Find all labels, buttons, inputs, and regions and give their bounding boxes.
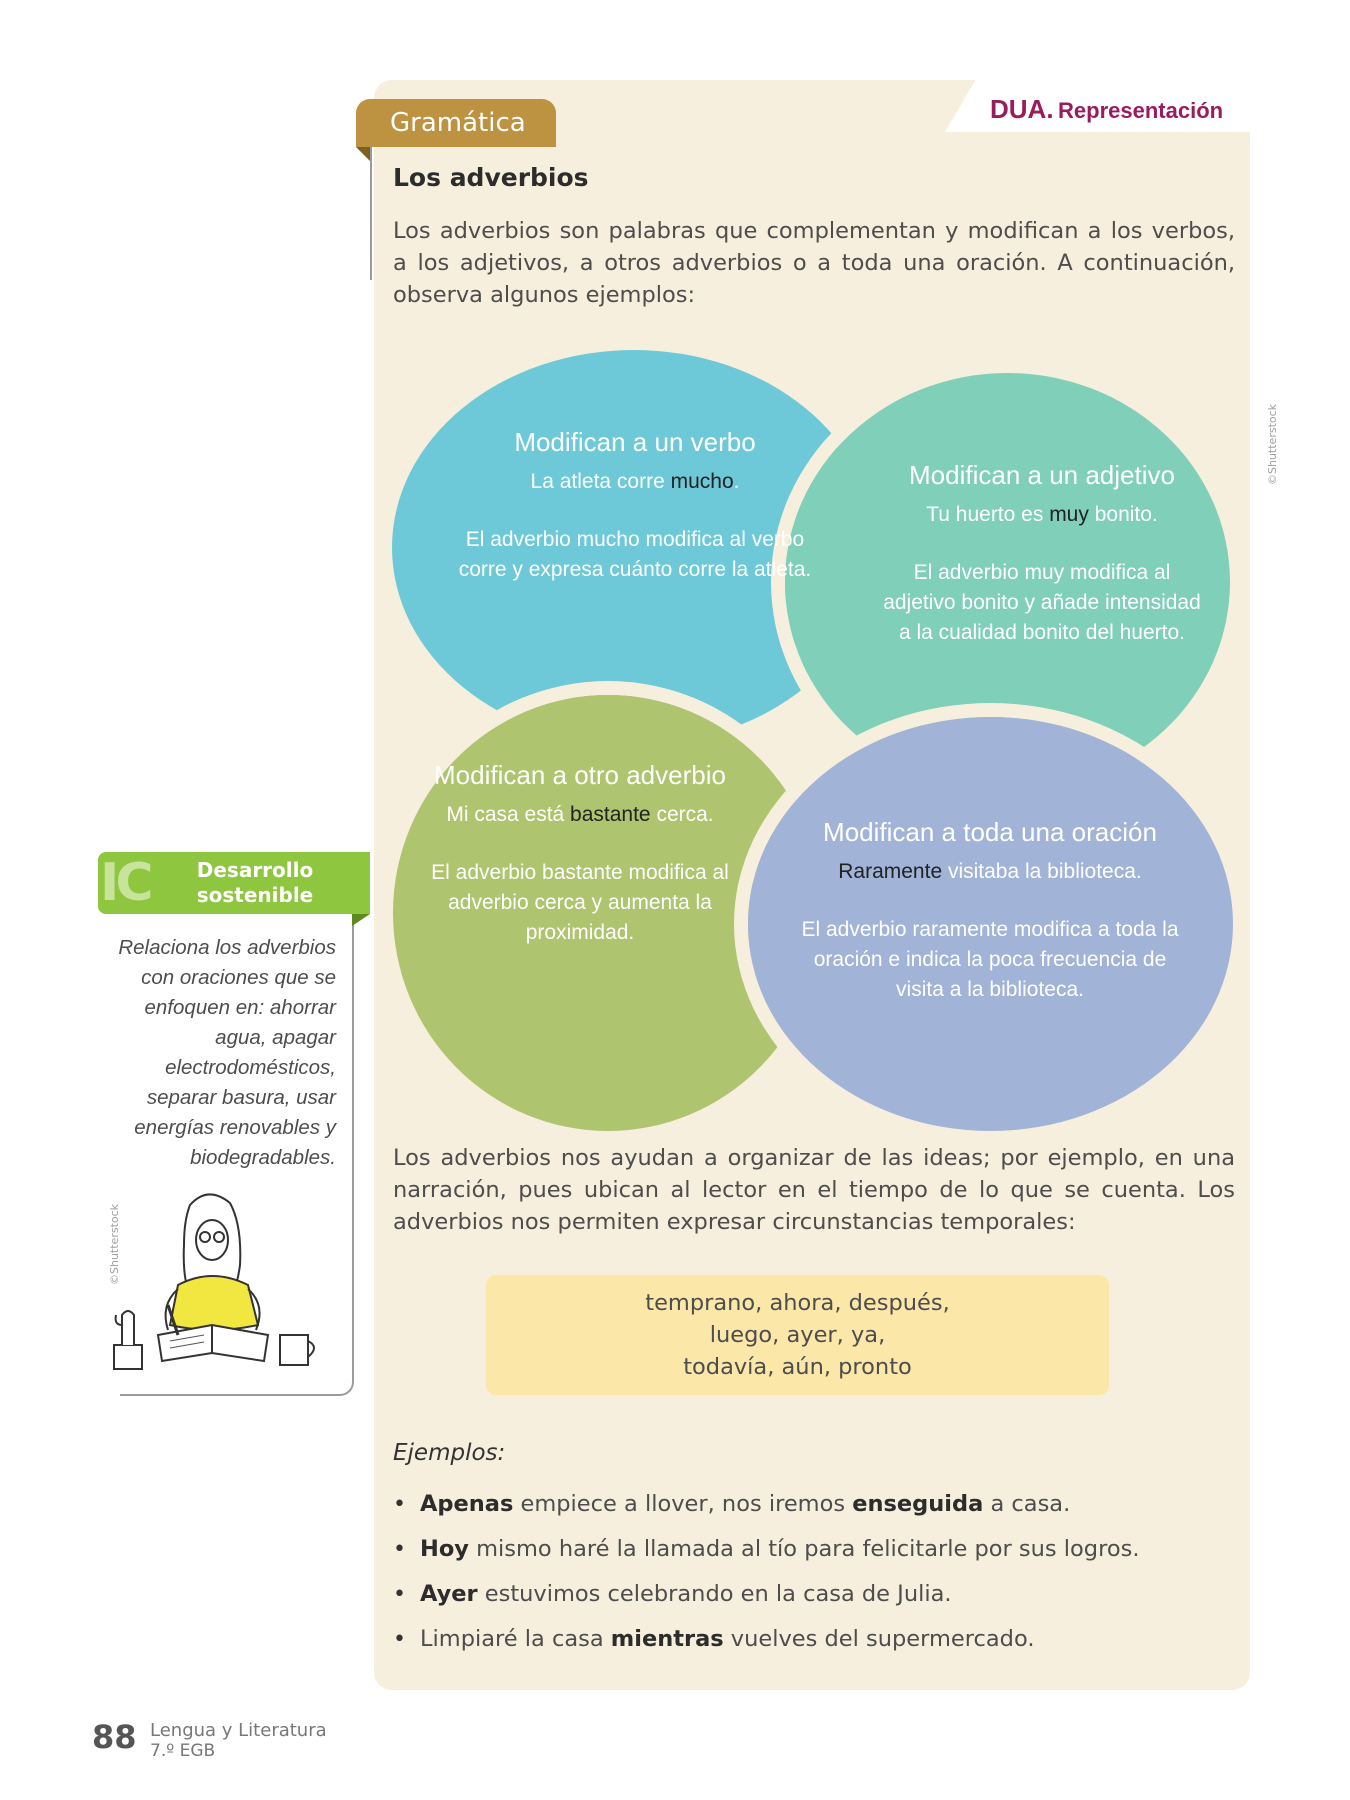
dua-abbrev: DUA. — [990, 94, 1054, 124]
examples-list — [393, 1482, 1235, 1662]
circle-adjective-example — [882, 500, 1202, 530]
sidebar-title: Desarrollo sostenible — [196, 858, 314, 907]
girl-reading-icon — [108, 1185, 343, 1385]
time-adverbs-box — [486, 1275, 1109, 1395]
dua-type: Representación — [1058, 98, 1224, 123]
example-text: . — [733, 470, 740, 493]
footer-subject: Lengua y Literatura — [150, 1720, 327, 1741]
example-text: Mi casa está — [446, 803, 571, 826]
time-adverbs-line: temprano, ahora, después, — [645, 1290, 950, 1316]
intro-paragraph: Los adverbios son palabras que complementan y modifican a los verbos, a los adjetivos, a otros adverbios o a toda una oración. A continuación, observa algunos ejemplos: — [393, 218, 1235, 308]
example-text: a casa. — [983, 1491, 1071, 1517]
list-item — [393, 1527, 1235, 1572]
circle-sentence-example — [790, 857, 1190, 887]
circle-adjective-explanation: El adverbio muy modifica al adjetivo bonito y añade intensidad a la cualidad bonito del huerto. — [883, 561, 1201, 644]
circle-sentence-heading: Modifican a toda una oración — [823, 817, 1157, 847]
section-tab-gramatica: Gramática — [356, 99, 556, 147]
example-text: cerca. — [650, 803, 714, 826]
sidebar-header-edge — [352, 852, 370, 914]
examples-label: Ejemplos: — [393, 1440, 506, 1466]
page-title: Los adverbios — [393, 163, 589, 192]
highlighted-adverb: bastante — [570, 803, 651, 826]
circle-adjective-text — [882, 458, 1202, 648]
sidebar-header-fold — [352, 914, 370, 926]
list-item — [393, 1572, 1235, 1617]
bold-adverb: Hoy — [419, 1536, 469, 1562]
section-tab-fold — [356, 147, 370, 161]
circle-adjective-heading: Modifican a un adjetivo — [909, 460, 1175, 490]
image-credit: ©Shutterstock — [108, 1203, 121, 1285]
circle-sentence-explanation: El adverbio raramente modifica a toda la oración e indica la poca frecuencia de visita a la biblioteca. — [801, 918, 1179, 1001]
circle-sentence-text — [790, 815, 1190, 1005]
circle-adverb-explanation: El adverbio bastante modifica al adverbio cerca y aumenta la proximidad. — [431, 861, 729, 944]
dua-label — [990, 94, 1223, 125]
example-text: estuvimos celebrando en la casa de Julia. — [477, 1581, 952, 1607]
highlighted-adverb: Raramente — [838, 860, 943, 883]
circle-adverb-example — [410, 800, 750, 830]
circle-adverb-text — [410, 758, 750, 948]
example-text: empiece a llover, nos iremos — [513, 1491, 853, 1517]
circle-verb-explanation: El adverbio mucho modifica al verbo corre y expresa cuánto corre la atleta. — [458, 528, 812, 581]
bold-adverb: Ayer — [419, 1581, 478, 1607]
bold-adverb: Apenas — [419, 1491, 514, 1517]
page-number: 88 — [92, 1718, 137, 1756]
example-text: Tu huerto es — [926, 503, 1050, 526]
ic-icon: IC — [100, 853, 150, 913]
example-text: La atleta corre — [530, 470, 671, 493]
sidebar-text: Relaciona los adverbios con oraciones que se enfoquen en: ahorrar agua, apagar electrodomésticos, separar basura, usar energías renovables y biodegradables. — [118, 936, 336, 1169]
example-text: Limpiaré la casa — [419, 1626, 611, 1652]
example-text: mismo haré la llamada al tío para felicitarle por sus logros. — [468, 1536, 1140, 1562]
bold-adverb: enseguida — [852, 1491, 984, 1517]
example-text: vuelves del supermercado. — [723, 1626, 1035, 1652]
bold-adverb: mientras — [610, 1626, 724, 1652]
temporal-paragraph: Los adverbios nos ayudan a organizar de las ideas; por ejemplo, en una narración, pues ubican al lector en el tiempo de lo que se cuenta. Los adverbios nos permiten expresar circunstancias temporales: — [393, 1145, 1235, 1235]
example-text: bonito. — [1088, 503, 1158, 526]
circle-verb-example — [455, 467, 815, 497]
time-adverbs-line: todavía, aún, pronto — [683, 1354, 912, 1380]
list-item — [393, 1617, 1235, 1662]
highlighted-adverb: mucho — [670, 470, 734, 493]
list-item — [393, 1482, 1235, 1527]
image-credit: ©Shutterstock — [1266, 403, 1279, 485]
circle-adverb-heading: Modifican a otro adverbio — [434, 760, 726, 790]
circle-verb-heading: Modifican a un verbo — [514, 427, 756, 457]
highlighted-adverb: muy — [1049, 503, 1089, 526]
time-adverbs-line: luego, ayer, ya, — [709, 1322, 886, 1348]
example-text: visitaba la biblioteca. — [942, 860, 1142, 883]
circle-verb-text — [455, 425, 815, 585]
footer-grade: 7.º EGB — [150, 1741, 216, 1761]
